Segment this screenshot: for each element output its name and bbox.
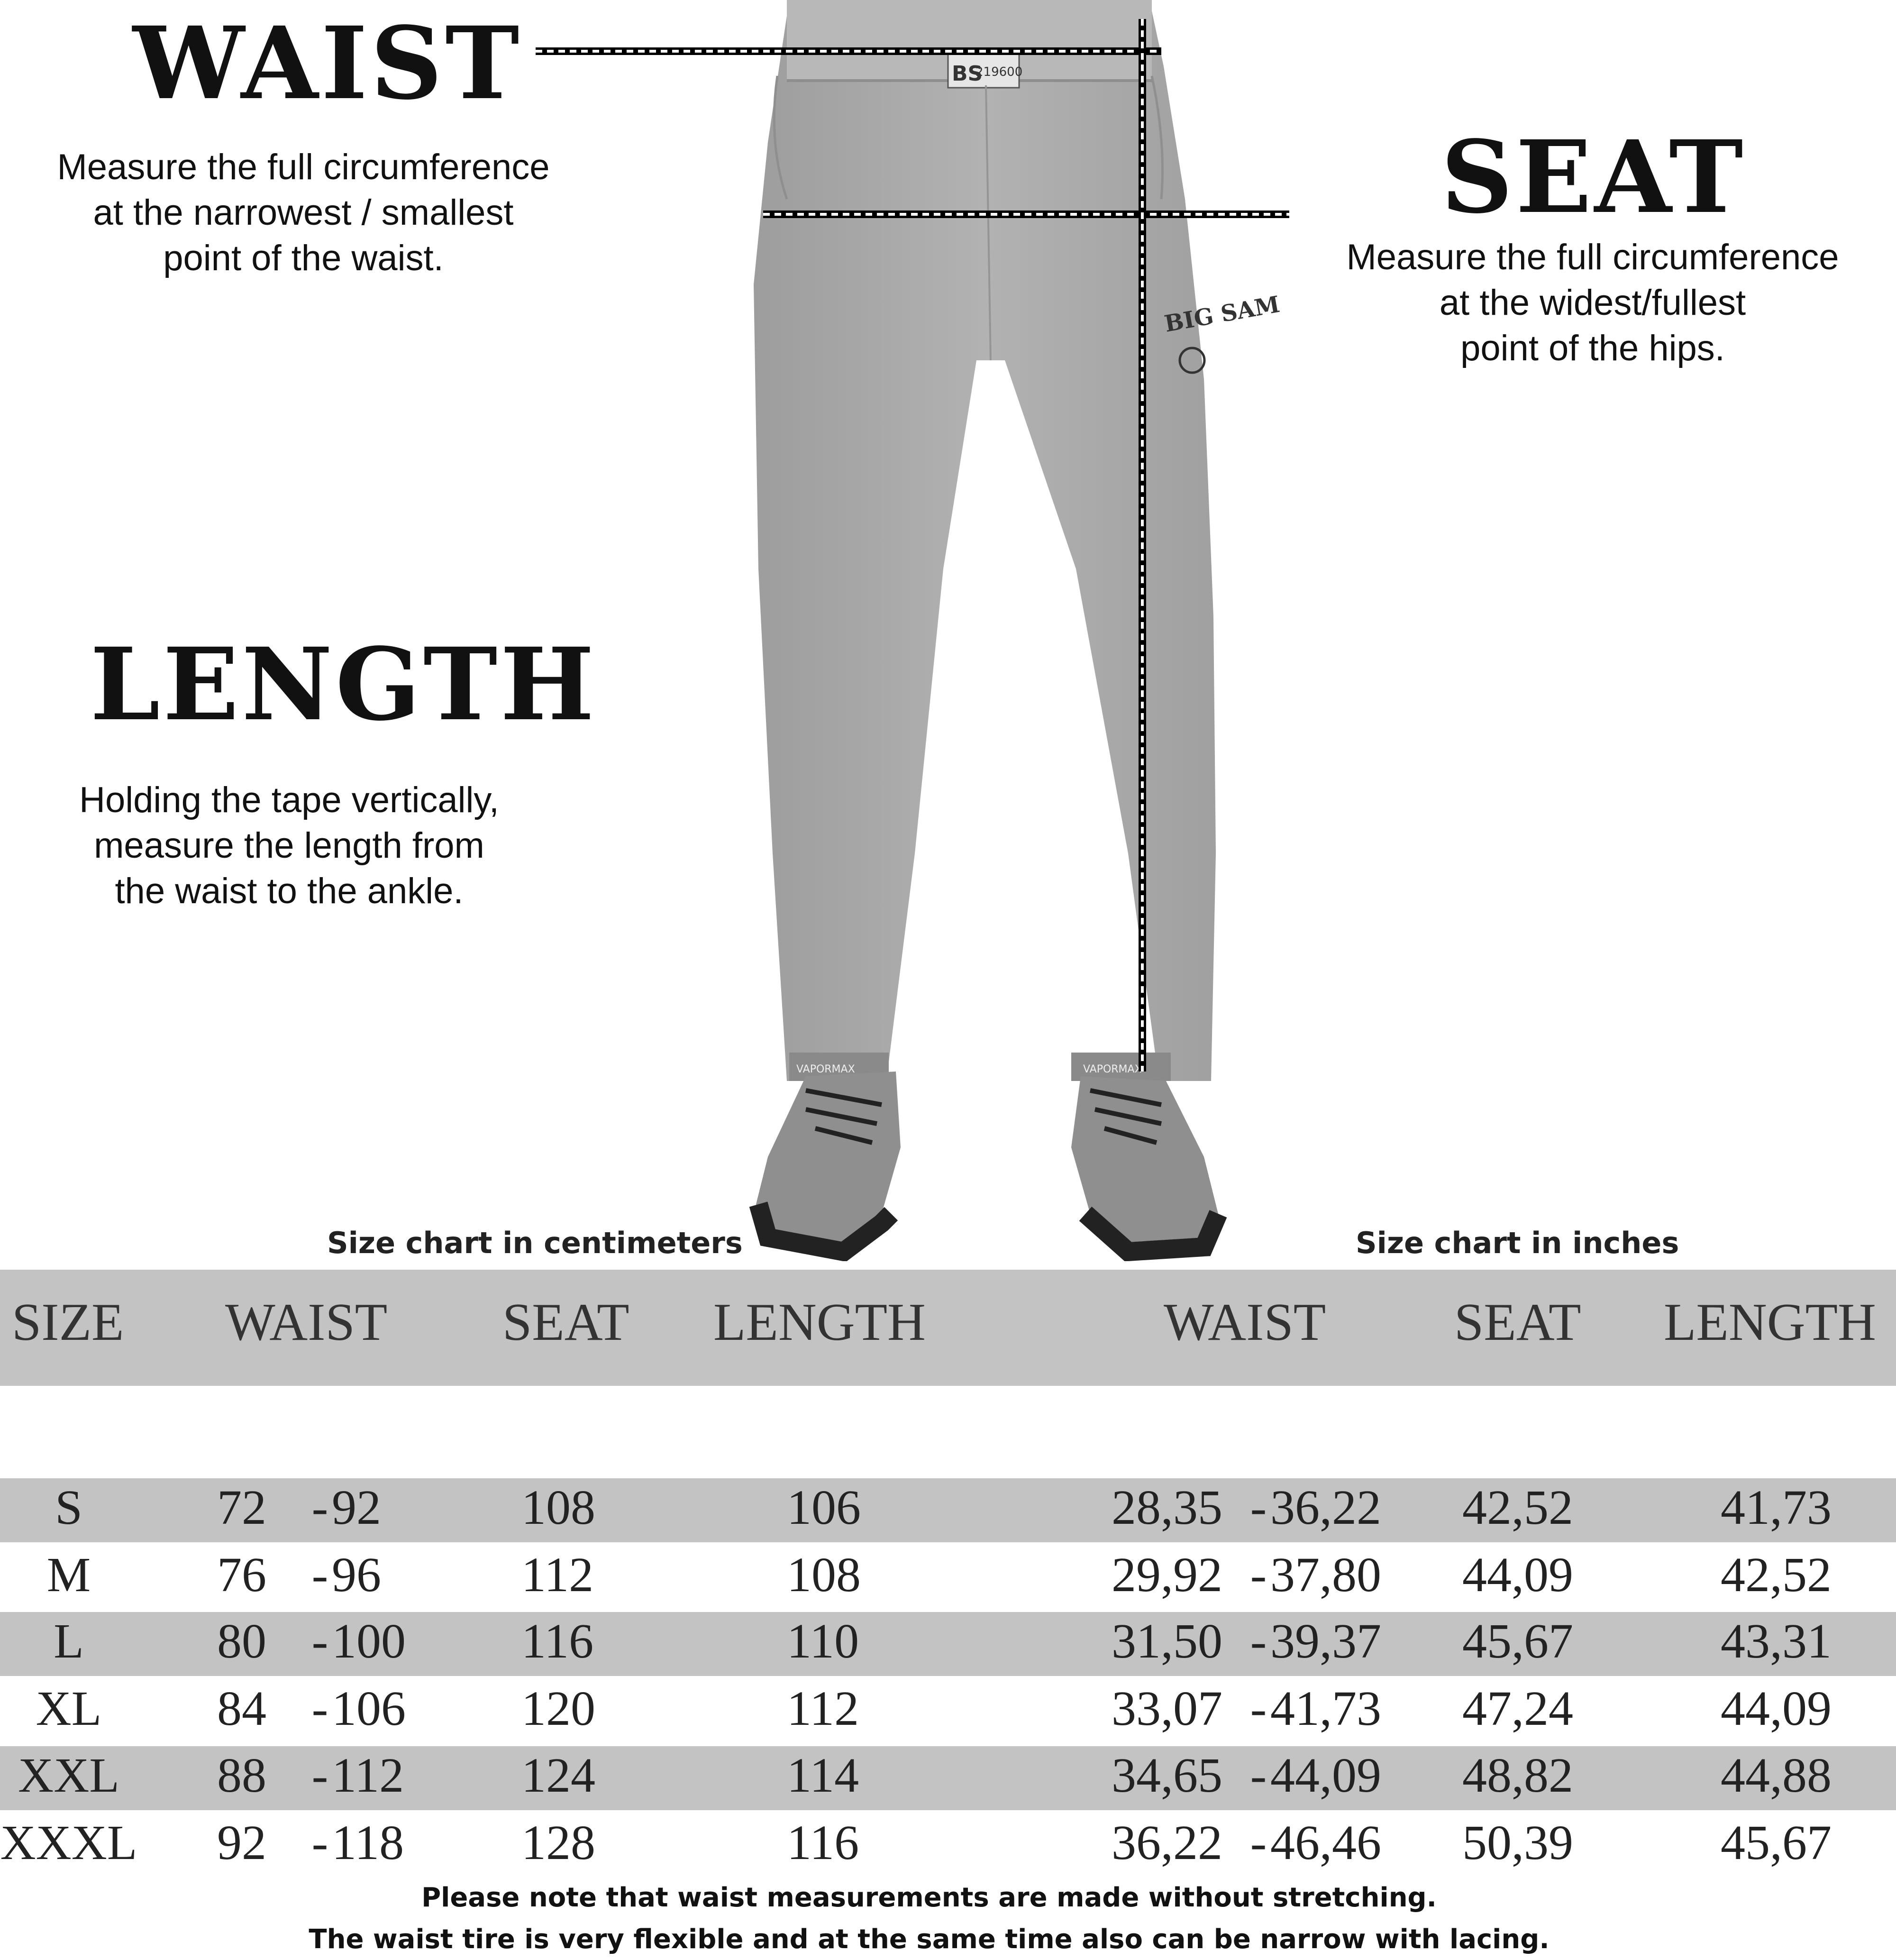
cell-size: M <box>46 1548 91 1602</box>
length-desc-line-3: the waist to the ankle. <box>115 871 464 911</box>
header-cm-seat: SEAT <box>502 1293 629 1352</box>
cell-in-length: 44,09 <box>1721 1681 1832 1736</box>
cell-in-waist-min: 36,22 <box>1112 1815 1222 1870</box>
cell-cm-waist-min: 80 <box>217 1614 266 1668</box>
cell-in-length: 42,52 <box>1721 1548 1832 1602</box>
caption-inches: Size chart in inches <box>1356 1226 1679 1260</box>
cell-cm-seat: 116 <box>521 1614 594 1668</box>
cell-in-waist-max: 41,73 <box>1270 1681 1381 1736</box>
seat-desc-line-3: point of the hips. <box>1460 328 1725 368</box>
seat-desc-line-1: Measure the full circumference <box>1346 237 1839 277</box>
length-desc-line-1: Holding the tape vertically, <box>79 780 499 820</box>
cell-cm-range-sep: - <box>311 1614 328 1668</box>
waist-heading: WAIST <box>133 5 522 122</box>
waist-desc-line-2: at the narrowest / smallest <box>93 192 514 233</box>
waist-desc-line-3: point of the waist. <box>163 238 444 278</box>
row-band-l <box>0 1612 1896 1676</box>
cell-cm-length: 114 <box>787 1748 859 1803</box>
cell-size: XXXL <box>0 1815 137 1870</box>
cell-cm-length: 106 <box>787 1480 861 1535</box>
cell-in-waist-min: 33,07 <box>1112 1681 1222 1736</box>
cell-size: XXL <box>18 1748 119 1803</box>
cell-cm-seat: 112 <box>521 1548 594 1602</box>
cell-cm-range-sep: - <box>311 1815 328 1870</box>
cell-in-waist-min: 34,65 <box>1112 1748 1222 1803</box>
cell-in-waist-max: 39,37 <box>1270 1614 1381 1668</box>
header-cm-length: LENGTH <box>713 1293 926 1352</box>
cell-in-waist-min: 31,50 <box>1112 1614 1222 1668</box>
cell-cm-range-sep: - <box>311 1548 328 1602</box>
cell-cm-length: 112 <box>787 1681 859 1736</box>
cell-in-seat: 47,24 <box>1462 1681 1573 1736</box>
cell-cm-waist-max: 96 <box>332 1548 381 1602</box>
row-band-xxl <box>0 1746 1896 1810</box>
cell-in-length: 45,67 <box>1721 1815 1832 1870</box>
cell-cm-range-sep: - <box>311 1480 328 1535</box>
cell-in-range-sep: - <box>1250 1480 1267 1535</box>
cell-cm-seat: 128 <box>521 1815 595 1870</box>
cell-cm-range-sep: - <box>311 1748 328 1803</box>
cell-in-seat: 45,67 <box>1462 1614 1573 1668</box>
svg-text:219600: 219600 <box>975 65 1023 79</box>
svg-text:BIG SAM: BIG SAM <box>1162 291 1282 338</box>
cell-cm-waist-max: 100 <box>332 1614 406 1668</box>
header-cm-waist: WAIST <box>225 1293 388 1352</box>
cell-cm-length: 116 <box>787 1815 859 1870</box>
seat-desc-line-2: at the widest/fullest <box>1439 283 1746 323</box>
cell-in-seat: 48,82 <box>1462 1748 1573 1803</box>
cell-size: L <box>54 1614 84 1668</box>
length-desc-line-2: measure the length from <box>94 825 484 866</box>
cell-in-range-sep: - <box>1250 1548 1267 1602</box>
svg-text:BS: BS <box>952 62 983 86</box>
cell-in-waist-max: 37,80 <box>1270 1548 1381 1602</box>
cell-in-waist-min: 28,35 <box>1112 1480 1222 1535</box>
cell-cm-seat: 124 <box>521 1748 595 1803</box>
row-band-s <box>0 1478 1896 1542</box>
length-heading: LENGTH <box>90 626 597 743</box>
cell-in-range-sep: - <box>1250 1815 1267 1870</box>
header-size: SIZE <box>12 1293 124 1352</box>
cell-cm-waist-min: 92 <box>217 1815 266 1870</box>
cell-in-seat: 44,09 <box>1462 1548 1573 1602</box>
cell-cm-length: 110 <box>787 1614 859 1668</box>
cell-in-range-sep: - <box>1250 1681 1267 1736</box>
cell-cm-length: 108 <box>787 1548 861 1602</box>
pants-shape <box>754 0 1216 1081</box>
waistband-tag <box>948 50 1022 88</box>
cell-in-waist-max: 44,09 <box>1270 1748 1381 1803</box>
cell-cm-seat: 120 <box>521 1681 595 1736</box>
cell-in-seat: 42,52 <box>1462 1480 1573 1535</box>
cell-size: XL <box>36 1681 102 1736</box>
cell-cm-waist-max: 112 <box>332 1748 404 1803</box>
cell-in-length: 43,31 <box>1721 1614 1832 1668</box>
caption-centimeters: Size chart in centimeters <box>327 1226 743 1260</box>
header-in-length: LENGTH <box>1664 1293 1876 1352</box>
svg-text:VAPORMAX: VAPORMAX <box>1083 1063 1142 1075</box>
cell-in-length: 44,88 <box>1721 1748 1832 1803</box>
svg-text:VAPORMAX: VAPORMAX <box>796 1063 855 1075</box>
note-line-1: Please note that waist measurements are made without stretching. <box>421 1882 1437 1913</box>
cell-size: S <box>55 1480 82 1535</box>
header-in-waist: WAIST <box>1164 1293 1326 1352</box>
cell-cm-waist-max: 106 <box>332 1681 406 1736</box>
waist-desc-line-1: Measure the full circumference <box>57 147 550 187</box>
cell-in-seat: 50,39 <box>1462 1815 1573 1870</box>
cell-cm-waist-min: 76 <box>217 1548 266 1602</box>
cell-cm-waist-min: 88 <box>217 1748 266 1803</box>
cell-in-range-sep: - <box>1250 1748 1267 1803</box>
cell-cm-waist-max: 118 <box>332 1815 404 1870</box>
cell-cm-waist-max: 92 <box>332 1480 381 1535</box>
cell-cm-range-sep: - <box>311 1681 328 1736</box>
cell-cm-waist-min: 72 <box>217 1480 266 1535</box>
cell-in-waist-max: 46,46 <box>1270 1815 1381 1870</box>
cell-cm-seat: 108 <box>521 1480 595 1535</box>
cell-in-waist-max: 36,22 <box>1270 1480 1381 1535</box>
header-in-seat: SEAT <box>1454 1293 1581 1352</box>
cell-in-waist-min: 29,92 <box>1112 1548 1222 1602</box>
cell-in-range-sep: - <box>1250 1614 1267 1668</box>
seat-heading: SEAT <box>1441 119 1746 236</box>
note-line-2: The waist tire is very flexible and at the same time also can be narrow with lacing. <box>309 1924 1550 1955</box>
cell-in-length: 41,73 <box>1721 1480 1832 1535</box>
cell-cm-waist-min: 84 <box>217 1681 266 1736</box>
